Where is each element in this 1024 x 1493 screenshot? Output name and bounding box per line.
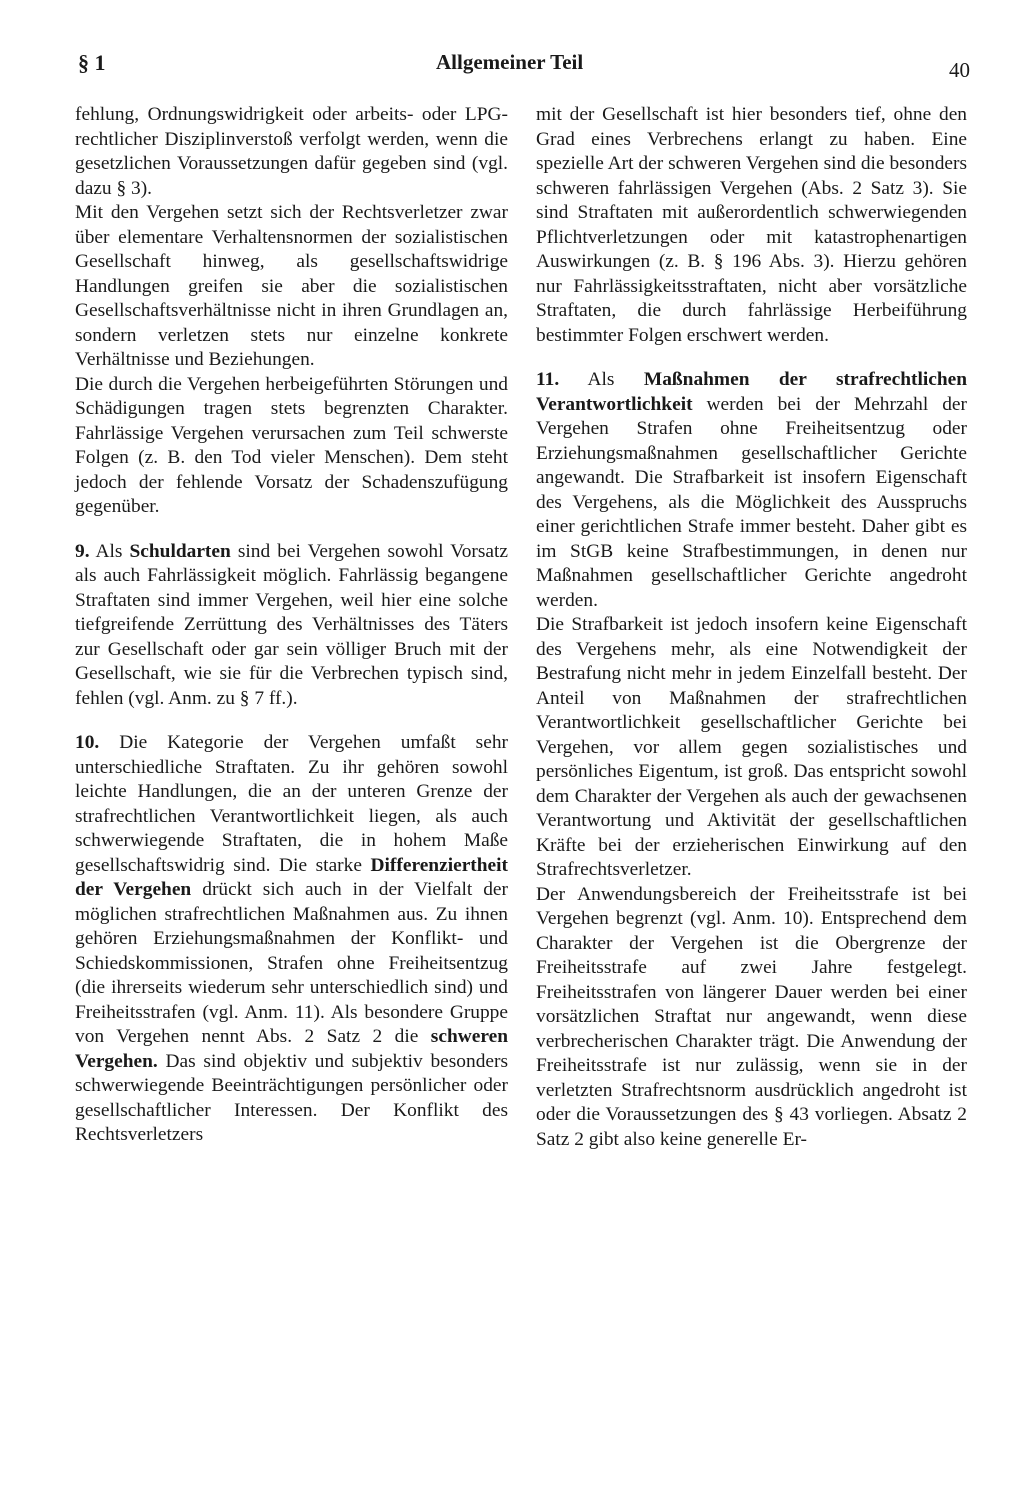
left-column xyxy=(75,103,508,1148)
right-column xyxy=(536,103,967,1152)
paragraph: Der Anwendungsbereich der Freiheitsstrafe ist bei Vergehen begrenzt (vgl. Anm. 10). Entsprechend dem Charakter der Vergehen ist die Obergrenze der Freiheitsstrafe auf zwei Jahre festgelegt. Freiheitsstrafen von längerer Dauer werden bei einer vorsätzlichen Straftat nur angewandt, wenn diese verbrecherischen Charakter trägt. Die Anwendung der Freiheitsstrafe ist nur zulässig, wenn sie in der verletzten Strafrechtsnorm ausdrücklich angedroht ist oder die Voraussetzungen des § 43 vorliegen. Absatz 2 Satz 2 gibt also keine generelle Er- xyxy=(536,883,967,1150)
paragraph: fehlung, Ordnungswidrigkeit oder arbeits- oder LPG-rechtlicher Disziplinverstoß verfolgt werden, wenn die gesetzlichen Voraussetzungen dafür gegeben sind (vgl. dazu § 3). xyxy=(75,104,508,199)
paragraph: mit der Gesellschaft ist hier besonders tief, ohne den Grad eines Verbrechens erlangt zu haben. Eine spezielle Art der schweren Vergehen sind die besonders schweren fahrlässigen Vergehen (Abs. 2 Satz 3). Sie sind Straftaten mit außerordentlich schwerwiegenden Pflichtverletzungen oder mit katastrophenartigen Auswirkungen (z. B. § 196 Abs. 3). Hierzu gehören nur Fahrlässigkeitsstraftaten, nicht aber vorsätzliche Straftaten, die durch fahrlässige Herbeiführung bestimmter Folgen erschwert werden. xyxy=(536,104,967,346)
text-run: Als xyxy=(559,369,644,390)
bold-term: Maßnahmen der strafrechtlichen Verantwortlichkeit xyxy=(536,369,967,415)
section-label: § 1 xyxy=(78,50,106,75)
paragraph: Die durch die Vergehen herbeigeführten Störungen und Schädigungen tragen stets begrenzten Charakter. Fahrlässige Vergehen verursachen zum Teil schwerste Folgen (z. B. den Tod vieler Menschen). Dem steht jedoch der fehlende Vorsatz der Schadenszufügung gegenüber. xyxy=(75,373,508,517)
note-number: 11. xyxy=(536,369,560,390)
page-header xyxy=(0,50,1024,90)
bold-term: Differenziertheit der Vergehen xyxy=(75,854,508,900)
note-9 xyxy=(75,540,508,712)
note-number: 9. xyxy=(75,540,90,562)
paragraph: Mit den Vergehen setzt sich der Rechtsverletzer zwar über elementare Verhaltensnormen der sozialistischen Gesellschaft hinweg, als gesellschaftswidrige Handlungen greifen sie aber die sozialistischen Gesellschaftsverhältnisse nicht in ihren Grundlagen an, sondern verletzen stets nur einzelne konkrete Verhältnisse und Beziehungen. xyxy=(75,202,508,370)
text-run: Als xyxy=(89,540,130,562)
text-run: sind bei Vergehen sowohl Vorsatz als auch Fahrlässigkeit möglich. Fahrlässig begangene Straftaten sind immer Vergehen, weil hier eine solche tiefgreifende Zerrüttung des Verhältnisses des Täters zur Gesellschaft oder gar sein völliger Bruch mit der Gesellschaft, wie sie für die Verbrechen typisch sind, fehlen (vgl. Anm. zu § 7 ff.). xyxy=(75,540,508,709)
note-number: 10. xyxy=(75,732,100,753)
note-11 xyxy=(536,368,967,613)
running-title: Allgemeiner Teil xyxy=(436,50,584,74)
bold-term: Schuldarten xyxy=(129,540,231,562)
page-number: 40 xyxy=(949,58,970,82)
note-10 xyxy=(75,731,508,1148)
text-run: Das sind objektiv und subjektiv besonders schwerwiegende Beeinträchtigungen persönlicher oder gesellschaftlicher Interessen. Der Konflikt des Rechtsverletzers xyxy=(75,1050,508,1145)
text-run: Die Kategorie der Vergehen umfaßt sehr unterschiedliche Straftaten. Zu ihr gehören sowohl leichte Handlungen, die an der unteren Grenze der strafrechtlichen Verantwortlichkeit liegen, als auch schwerwiegende Straftaten, die in hohem Maße gesellschaftswidrig sind. Die starke xyxy=(75,732,508,876)
bold-term: schweren Vergehen. xyxy=(75,1026,508,1072)
text-run: drückt sich auch in der Vielfalt der möglichen strafrechtlichen Maßnahmen aus. Zu ihnen gehören Erziehungsmaßnahmen der Konflikt- und Schiedskommissionen, Strafen ohne Freiheitsentzug (die ihrerseits wiederum sehr unterschiedlich sind) und Freiheitsstrafen (vgl. Anm. 11). Als besondere Gruppe von Vergehen nennt Abs. 2 Satz 2 die xyxy=(75,879,509,1047)
text-run: werden bei der Mehrzahl der Vergehen Strafen ohne Freiheitsentzug oder Erziehungsmaßnahmen gesellschaftlicher Gerichte angewandt. Die Strafbarkeit ist insofern Eigenschaft des Vergehens, als die Möglichkeit des Ausspruchs einer gerichtlichen Strafe immer besteht. Daher gibt es im StGB keine Strafbestimmungen, in denen nur Maßnahmen gesellschaftlicher Gerichte angedroht werden. xyxy=(536,393,967,611)
paragraph: Die Strafbarkeit ist jedoch insofern keine Eigenschaft des Vergehens mehr, als eine Notwendigkeit der Bestrafung nicht mehr in jedem Einzelfall besteht. Der Anteil von Maßnahmen der strafrechtlichen Verantwortlichkeit gesellschaftlicher Gerichte bei Vergehen, vor allem gegen sozialistisches und persönliches Eigentum, ist groß. Das entspricht sowohl dem Charakter der Vergehen als auch der gewachsenen Verantwortung und Aktivität der gesellschaftlichen Kräfte bei der erzieherischen Einwirkung auf den Strafrechtsverletzer. xyxy=(536,614,967,880)
